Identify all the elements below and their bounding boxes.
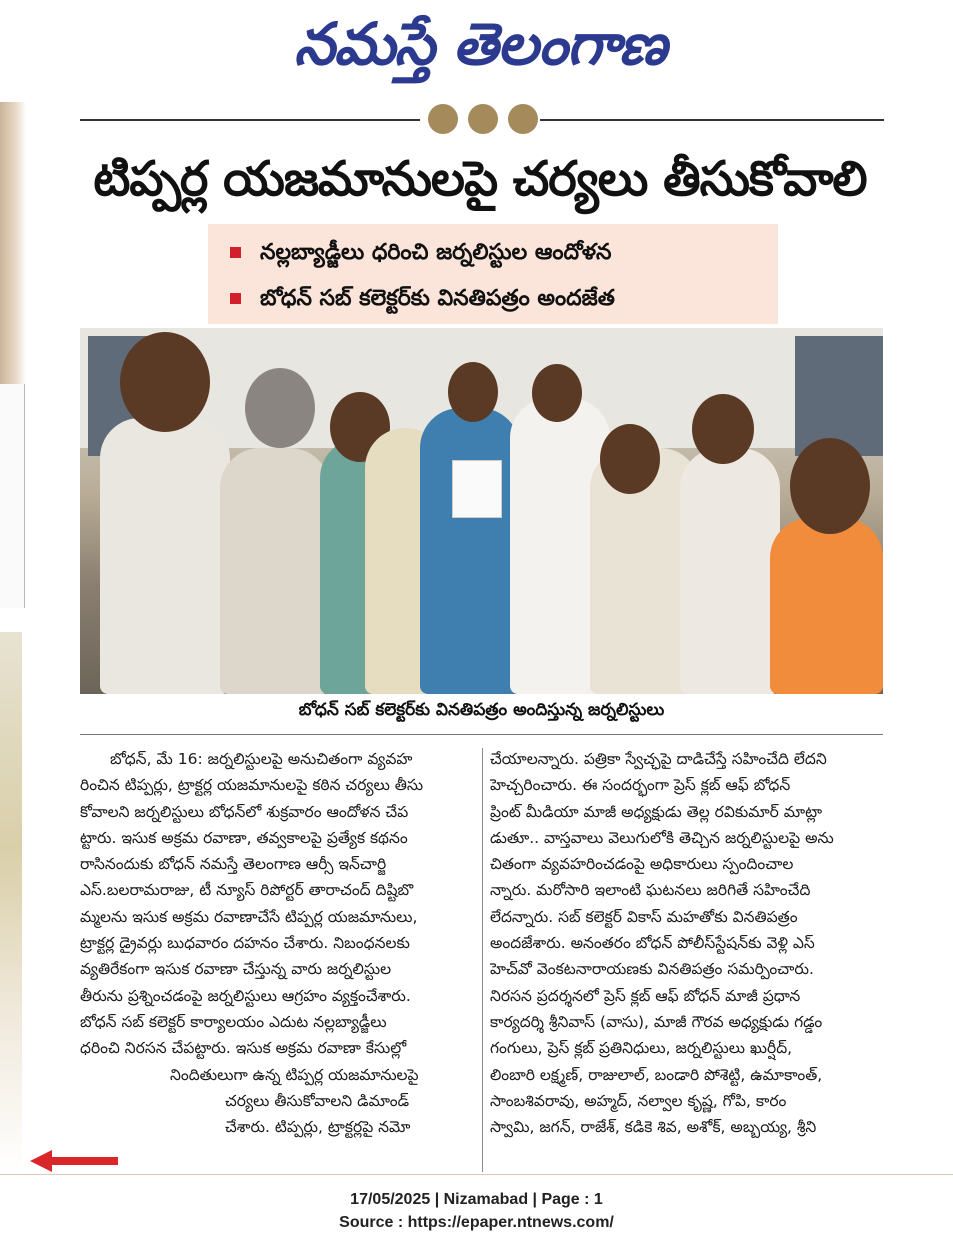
adjacent-page-image-fragment (0, 102, 26, 384)
photo-person (220, 448, 330, 694)
decorative-dot-icon (508, 104, 538, 134)
body-line: వ్యతిరేకంగా ఇసుక రవాణా చేస్తున్న వారు జర్నలిస్టుల (80, 960, 392, 979)
decorative-dots (426, 104, 538, 136)
decorative-dot-icon (468, 104, 498, 134)
body-line: లేదన్నారు. సబ్ కలెక్టర్ వికాస్ మహతోకు వినతిపత్రం (490, 907, 798, 926)
subhead-text: బోధన్ సబ్ కలెక్టర్‌కు వినతిపత్రం అందజేత (260, 286, 615, 311)
left-arrow-icon (30, 1150, 118, 1172)
article-headline: టిప్పర్ల యజమానులపై చర్యలు తీసుకోవాలి (93, 151, 867, 207)
body-line: ట్రాక్టర్ల డ్రైవర్లు బుధవారం దహనం చేశారు. నిబంధనలకు (80, 934, 410, 953)
body-line: కోవాలని జర్నలిస్టులు బోధన్‌లో శుక్రవారం ఆందోళన చేప (80, 802, 409, 821)
body-line: చేయాలన్నారు. పత్రికా స్వేచ్ఛపై దాడిచేస్తే సహించేది లేదని (490, 750, 827, 768)
body-line: చితంగా వ్యవహరించడంపై అధికారులు స్పందించాల (490, 855, 794, 874)
body-line: స్వామి, జగన్, రాజేశ్, కడికె శివ, అశోక్, అబ్బయ్య, శ్రీని (490, 1118, 817, 1137)
column-divider (482, 748, 483, 1172)
decorative-dot-icon (428, 104, 458, 134)
body-line: నిందితులుగా ఉన్న టిప్పర్ల యజమానులపై (170, 1065, 419, 1084)
photo-person-head (245, 368, 315, 448)
body-line: బోధన్ సబ్ కలెక్టర్ కార్యాలయం ఎదుట నల్లబ్యాడ్జీలు (80, 1012, 387, 1031)
photo-person (770, 518, 883, 694)
body-line: లింబారి లక్ష్మణ్, రాజులాల్, బండారి పోశెట్టి, ఉమాకాంత్, (490, 1065, 823, 1084)
body-line: హెచ్‌వో వెంకటనారాయణకు వినతిపత్రం సమర్పించారు. (490, 960, 814, 979)
body-line: గంగులు, ప్రెస్ క్లబ్ ప్రతినిధులు, జర్నలిస్టులు ఖుర్షీద్, (490, 1039, 793, 1058)
divider-rule-left (80, 119, 420, 121)
adjacent-page-image-fragment-lower (0, 632, 22, 1172)
article-body-right-column (490, 746, 886, 1140)
square-bullet-icon (230, 293, 241, 304)
body-line: సాంబశివరావు, అహ్మద్, నల్వాల కృష్ణ, గోపి, కారం (490, 1091, 787, 1110)
masthead-title: నమస్తే తెలంగాణ (294, 10, 666, 78)
caption-rule (80, 734, 883, 735)
body-line: న్నారు. మరోసారి ఇలాంటి ఘటనలు జరిగితే సహించేది (490, 881, 811, 900)
footer-date-edition: 17/05/2025 | Nizamabad | Page : 1 (350, 1191, 603, 1208)
footer-rule (0, 1174, 953, 1175)
photo-person-head (600, 424, 660, 494)
photo-person (680, 448, 780, 694)
body-line: నిరసన ప్రదర్శనలో ప్రెస్ క్లబ్ ఆఫ్ బోధన్ మాజీ ప్రధాన (490, 986, 801, 1005)
photo-person-head (532, 364, 582, 422)
body-line: అందజేశారు. అనంతరం బోధన్ పోలీస్‌స్టేషన్‌కు వెళ్లి ఎస్ (490, 934, 815, 953)
body-line: రాసినందుకు బోధన్ నమస్తే తెలంగాణ ఆర్సీ ఇన్‌చార్జి (80, 855, 387, 874)
footer-source: Source : https://epaper.ntnews.com/ (339, 1214, 614, 1231)
photo-person-head (120, 332, 210, 432)
body-line: బోధన్, మే 16: జర్నలిస్టులపై అనుచితంగా వ్యవహ (110, 750, 413, 768)
body-line: ధరించి నిరసన చేపట్టారు. ఇసుక అక్రమ రవాణా కేసుల్లో (80, 1039, 407, 1058)
article-photo (80, 328, 883, 694)
photo-person (420, 408, 520, 694)
body-line: చేశారు. టిప్పర్లు, ట్రాక్టర్లపై నమో (225, 1118, 411, 1137)
square-bullet-icon (230, 247, 241, 258)
photo-person-head (790, 438, 870, 534)
body-line: రించిన టిప్పర్లు, ట్రాక్టర్ల యజమానులపై కఠిన చర్యలు తీసు (80, 776, 424, 795)
body-line: తీరును ప్రశ్నించడంపై జర్నలిస్టులు ఆగ్రహం వ్యక్తంచేశారు. (80, 986, 411, 1005)
body-line: ట్టారు. ఇసుక అక్రమ రవాణా, తవ్వకాలపై ప్రత్యేక కథనం (80, 828, 408, 847)
body-line: డుతూ.. వాస్తవాలు వెలుగులోకి తెచ్చిన జర్నలిస్టులపై అను (490, 828, 834, 847)
body-line: ఎస్.బలరామరాజు, టీ న్యూస్ రిపోర్టర్ తారాచంద్ దిష్టిబొ (80, 881, 414, 900)
photo-person (100, 418, 230, 694)
photo-person-head (448, 362, 498, 422)
body-line: చర్యలు తీసుకోవాలని డిమాండ్ (225, 1091, 410, 1110)
article-body-left-column (80, 746, 474, 1140)
subhead-item (260, 286, 615, 316)
body-line: ప్రింట్ మీడియా మాజీ అధ్యక్షుడు తెల్ల రవికుమార్ మాట్లా (490, 802, 823, 821)
body-line: కార్యదర్శి శ్రీనివాస్ (వాసు), మాజీ గౌరవ అధ్యక్షుడు గడ్డం (490, 1012, 823, 1031)
photo-person-head (692, 394, 754, 464)
body-line: హెచ్చరించారు. ఈ సందర్భంగా ప్రెస్ క్లబ్ ఆఫ్ బోధన్ (490, 776, 791, 795)
body-line: మ్మలను ఇసుక అక్రమ రవాణాచేసే టిప్పర్ల యజమానులు, (80, 907, 418, 926)
subhead-box (208, 224, 778, 324)
subhead-item (260, 240, 611, 270)
photo-petition-paper (452, 460, 502, 518)
adjacent-page-fragment (0, 384, 25, 608)
divider-rule-right (540, 119, 884, 121)
photo-caption: బోధన్ సబ్ కలెక్టర్‌కు వినతిపత్రం అందిస్తున్న జర్నలిస్టులు (298, 700, 665, 720)
photo-door (795, 336, 883, 456)
subhead-text: నల్లబ్యాడ్జీలు ధరించి జర్నలిస్టుల ఆందోళన (260, 240, 612, 265)
